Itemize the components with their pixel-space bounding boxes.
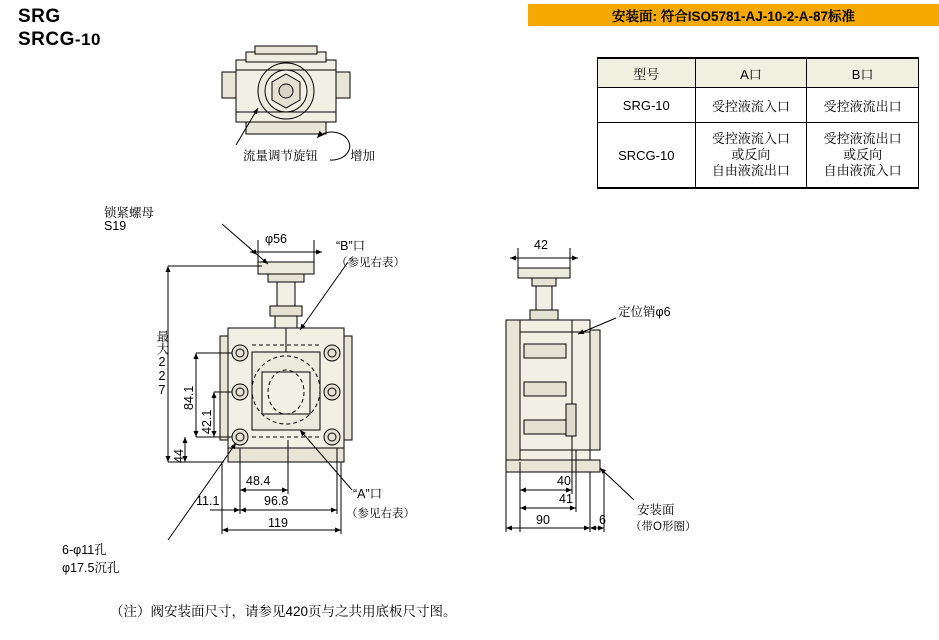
port-b-label: “B”口 xyxy=(336,239,366,253)
dim-96-8: 96.8 xyxy=(264,494,289,508)
dim-41: 41 xyxy=(559,492,573,506)
dim-42: 42 xyxy=(534,238,548,252)
title-model-srg: SRG xyxy=(18,6,61,27)
mounting-face-sub: （带O形圈） xyxy=(630,521,697,533)
col-model: 型号 xyxy=(598,58,696,88)
hole-spec-2: φ17.5沉孔 xyxy=(62,561,120,575)
increase-label: 增加 xyxy=(350,149,376,163)
knob-label: 流量调节旋钮 xyxy=(243,149,319,163)
title-suffix: -10 xyxy=(74,30,101,49)
dim-phi56: φ56 xyxy=(265,232,288,246)
side-view-drawing xyxy=(506,268,600,472)
cell-a-srg10: 受控液流入口 xyxy=(695,88,807,123)
lock-nut-label: 锁紧螺母 xyxy=(104,206,155,220)
port-b-ref: （参见右表） xyxy=(336,257,405,269)
dim-90: 90 xyxy=(536,513,550,527)
dim-max227: 最大227 xyxy=(155,330,169,397)
footnote: （注）阀安装面尺寸，请参见420页与之共用底板尺寸图。 xyxy=(110,604,457,619)
title-model-srcg: SRCG xyxy=(18,29,75,50)
dim-48-4: 48.4 xyxy=(246,474,271,488)
cell-a-line3: 自由液流出口 xyxy=(711,163,790,178)
dim-44: 44 xyxy=(172,449,186,463)
cell-b-line3: 自由液流入口 xyxy=(823,163,902,178)
col-port-b: B口 xyxy=(807,58,919,88)
port-a-ref: （参见右表） xyxy=(346,508,415,520)
top-view-drawing xyxy=(222,46,350,134)
hole-spec-1: 6-φ11孔 xyxy=(62,543,107,557)
mounting-face-label: 安装面 xyxy=(637,503,675,517)
col-port-a: A口 xyxy=(695,58,807,88)
dim-84-1: 84.1 xyxy=(182,385,196,410)
dim-11-1: 11.1 xyxy=(196,494,220,508)
cell-a-line2: 或反向 xyxy=(731,147,771,162)
cell-b-line2: 或反向 xyxy=(843,147,883,162)
port-a-label: “A”口 xyxy=(353,487,383,501)
dim-40: 40 xyxy=(557,474,571,488)
lock-nut-spec: S19 xyxy=(104,219,127,233)
dim-6: 6 xyxy=(599,513,606,527)
cell-b-srg10: 受控液流出口 xyxy=(807,88,919,123)
locating-pin-label: 定位销φ6 xyxy=(618,305,671,319)
cell-model-srg10: SRG-10 xyxy=(598,88,696,123)
dim-42-1: 42.1 xyxy=(200,409,214,434)
cell-b-line1: 受控液流出口 xyxy=(823,131,902,146)
front-view-drawing xyxy=(220,262,352,462)
mounting-standard-text: 安装面: 符合ISO5781-AJ-10-2-A-87标准 xyxy=(611,9,856,24)
dim-119: 119 xyxy=(268,516,288,530)
cell-model-srcg10: SRCG-10 xyxy=(598,123,696,189)
cell-a-line1: 受控液流入口 xyxy=(711,131,790,146)
